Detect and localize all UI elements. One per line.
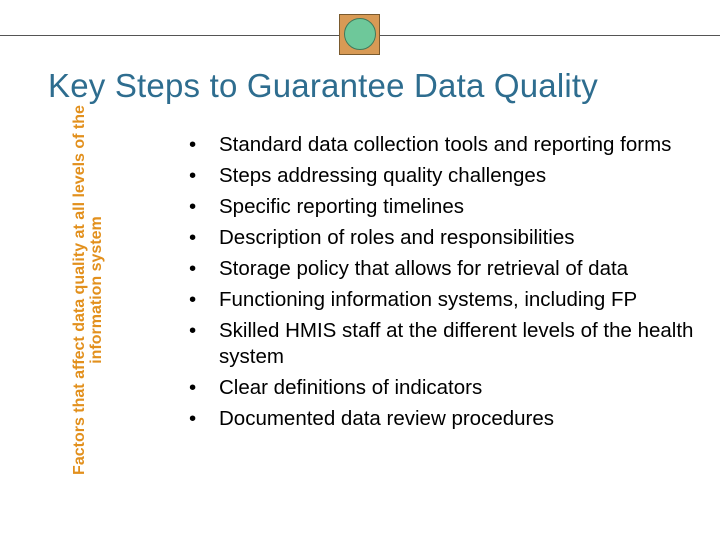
bullet-item — [189, 225, 699, 251]
logo-square — [339, 14, 380, 55]
bullet-dot-icon: • — [189, 164, 197, 187]
bullet-text: Documented data review procedures — [219, 407, 555, 430]
bullet-dot-icon: • — [189, 133, 197, 156]
bullet-dot-icon: • — [189, 288, 197, 311]
bullet-item — [189, 132, 699, 158]
bullet-item — [189, 256, 699, 282]
bullet-text: Standard data collection tools and reporting forms — [219, 133, 672, 156]
bullet-item — [189, 287, 699, 313]
bullet-dot-icon: • — [189, 195, 197, 218]
bullet-item — [189, 194, 699, 220]
bullet-dot-icon: • — [189, 407, 197, 430]
slide-title: Key Steps to Guarantee Data Quality — [48, 67, 598, 104]
logo-circle-icon — [344, 18, 376, 50]
bullet-item — [189, 163, 699, 189]
bullet-dot-icon: • — [189, 257, 197, 280]
bullet-text: Storage policy that allows for retrieval of data — [219, 257, 629, 280]
bullet-item — [189, 406, 699, 432]
bullet-text: Clear definitions of indicators — [219, 376, 483, 399]
bullet-dot-icon: • — [189, 319, 197, 342]
bullet-text: Description of roles and responsibilities — [219, 226, 575, 249]
bullet-list — [189, 132, 699, 432]
bullet-text: Skilled HMIS staff at the different levels of the health system — [219, 319, 694, 368]
bullet-item — [189, 375, 699, 401]
bullet-text: Steps addressing quality challenges — [219, 164, 547, 187]
bullet-dot-icon: • — [189, 226, 197, 249]
bullet-item — [189, 318, 699, 370]
bullet-text: Functioning information systems, including FP — [219, 288, 638, 311]
bullet-dot-icon: • — [189, 376, 197, 399]
bullet-text: Specific reporting timelines — [219, 195, 464, 218]
vertical-side-label: Factors that affect data quality at all levels of the information system — [71, 105, 105, 475]
